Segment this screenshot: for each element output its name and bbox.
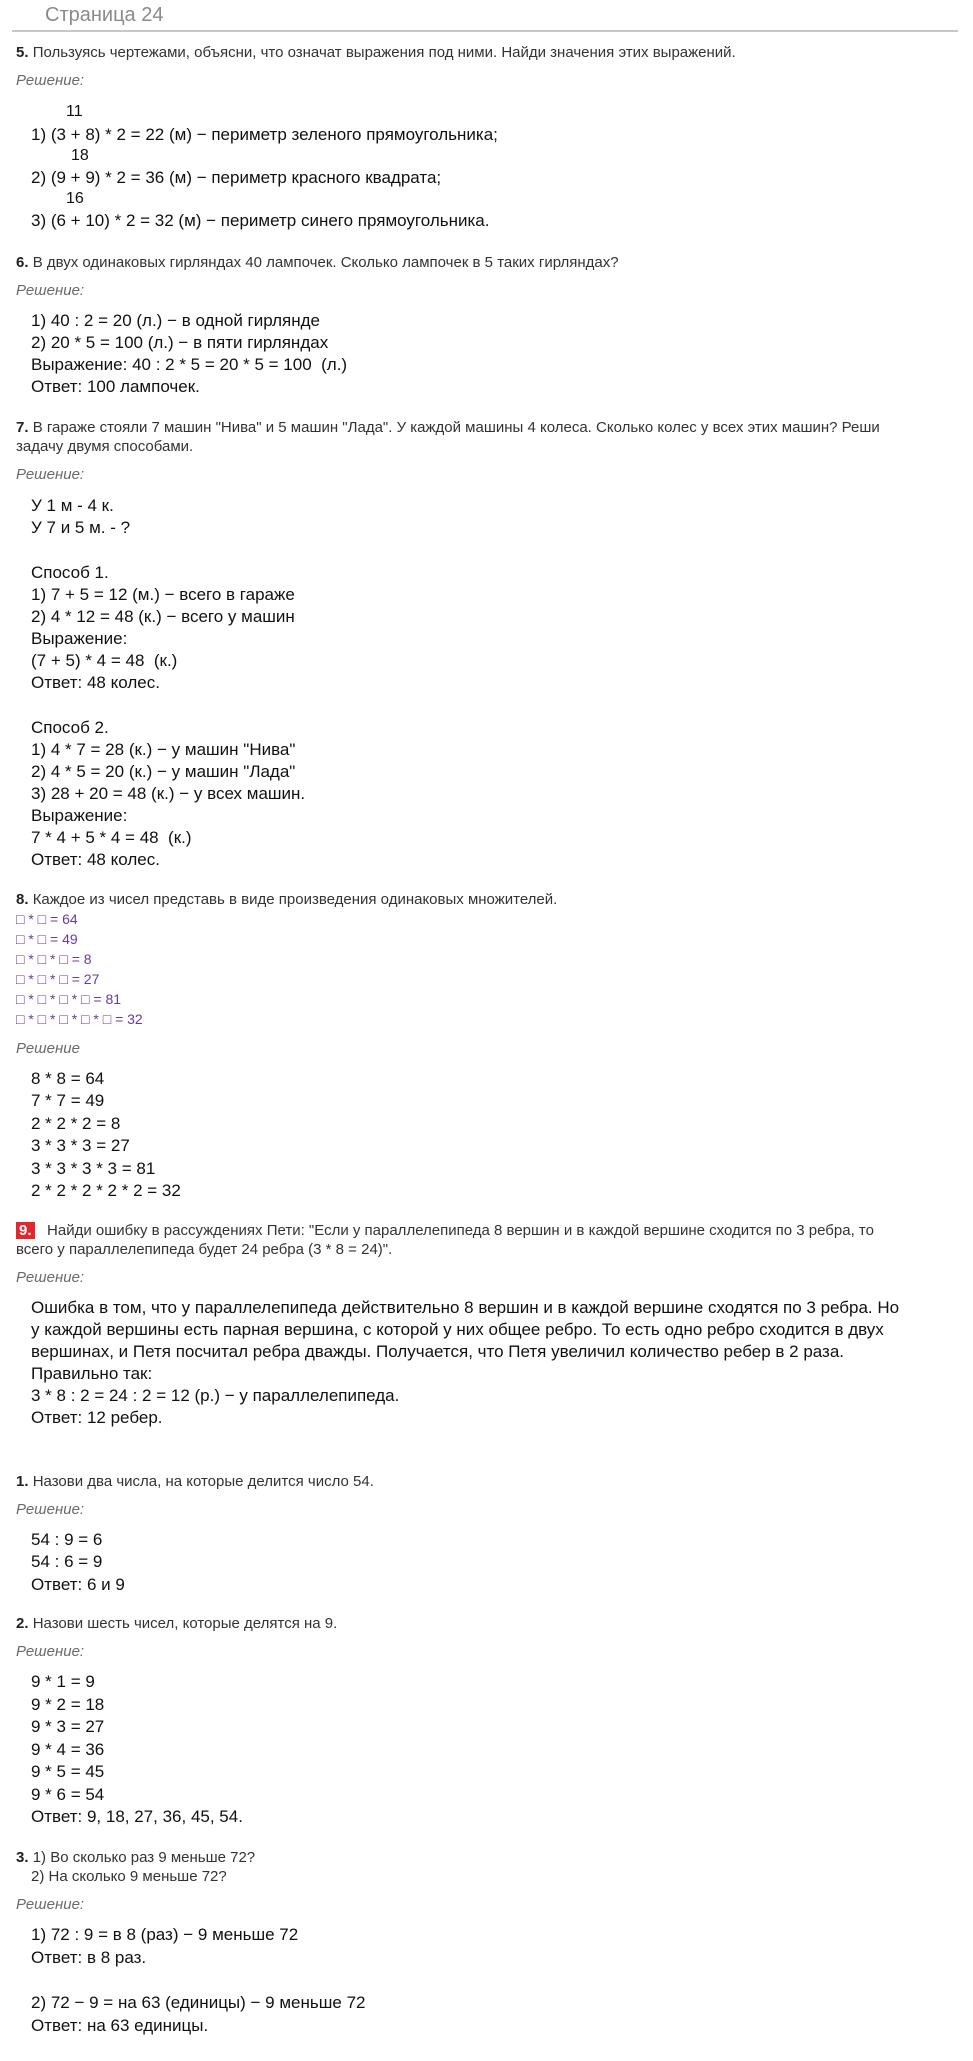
square-expression: □ * □ * □ = 8 (16, 951, 92, 967)
square-expression: □ * □ * □ * □ = 81 (16, 991, 122, 1007)
solution-line: Способ 1. (31, 563, 109, 582)
solution-line: У 7 и 5 м. - ? (31, 518, 131, 537)
solution-line: У 1 м - 4 к. (31, 496, 114, 515)
task-1-text: 1. Назови два числа, на которые делится число 54. (16, 1473, 374, 1490)
solution-paragraph-line: вершинах, и Петя посчитал ребра дважды. Получается, что Петя увеличил количество ребер в 2 раза. (31, 1342, 845, 1361)
solution-line: Ответ: 48 колес. (31, 673, 160, 692)
solution-line: 1) 4 * 7 = 28 (к.) − у машин "Нива" (31, 740, 296, 759)
task-7-text: 7. В гараже стояли 7 машин "Нива" и 5 машин "Лада". У каждой машины 4 колеса. Сколько колес у всех этих машин? Реши (16, 419, 880, 436)
square-expression: □ * □ = 49 (16, 931, 78, 947)
solution-line: (7 + 5) * 4 = 48 (к.) (31, 651, 178, 670)
solution-line: 1) 40 : 2 = 20 (л.) − в одной гирлянде (31, 311, 320, 330)
solution-line: Выражение: (31, 629, 128, 648)
solution-label: Решение: (16, 1896, 85, 1913)
solution-label: Решение: (16, 1643, 85, 1660)
solution-paragraph-line: 3 * 8 : 2 = 24 : 2 = 12 (р.) − у параллелепипеда. (31, 1386, 400, 1405)
solution-line: Ответ: 9, 18, 27, 36, 45, 54. (31, 1807, 243, 1826)
solution-label: Решение: (16, 72, 85, 89)
solution-label: Решение: (16, 1269, 85, 1286)
solution-line: 54 : 6 = 9 (31, 1552, 103, 1571)
solution-line: 1) (3 + 8) * 2 = 22 (м) − периметр зеленого прямоугольника; (31, 125, 498, 144)
square-expression: □ * □ = 64 (16, 911, 78, 927)
task-3-text-cont: 2) На сколько 9 меньше 72? (31, 1868, 227, 1885)
solution-paragraph-line: Ошибка в том, что у параллелепипеда действительно 8 вершин и в каждой вершине сходятся по 3 ребра. Но (31, 1298, 900, 1317)
solution-line: 54 : 9 = 6 (31, 1530, 103, 1549)
over-number: 18 (71, 147, 89, 164)
solution-line: 2) 72 − 9 = на 63 (единицы) − 9 меньше 72 (31, 1993, 366, 2012)
solution-line: 3) (6 + 10) * 2 = 32 (м) − периметр синего прямоугольника. (31, 211, 490, 230)
square-expression: □ * □ * □ = 27 (16, 971, 100, 987)
solution-line: 3 * 3 * 3 * 3 = 81 (31, 1159, 156, 1178)
solution-line: 2) 4 * 5 = 20 (к.) − у машин "Лада" (31, 762, 296, 781)
solution-label: Решение: (16, 1501, 85, 1518)
solution-line: 2) 4 * 12 = 48 (к.) − всего у машин (31, 607, 295, 626)
solution-line: 1) 7 + 5 = 12 (м.) − всего в гараже (31, 585, 295, 604)
solution-line: Способ 2. (31, 718, 109, 737)
page-header (12, 0, 958, 32)
solution-line: Выражение: 40 : 2 * 5 = 20 * 5 = 100 (л.) (31, 355, 348, 374)
solution-line: Ответ: на 63 единицы. (31, 2016, 209, 2035)
over-number: 11 (66, 103, 83, 120)
solution-paragraph-line: Ответ: 12 ребер. (31, 1408, 163, 1427)
solution-line: Ответ: 100 лампочек. (31, 377, 200, 396)
solution-line: 2) (9 + 9) * 2 = 36 (м) − периметр красного квадрата; (31, 168, 442, 187)
solution-line: 9 * 4 = 36 (31, 1740, 105, 1759)
solution-line: 9 * 6 = 54 (31, 1785, 105, 1804)
solution-line: 3) 28 + 20 = 48 (к.) − у всех машин. (31, 784, 306, 803)
solution-line: Ответ: 6 и 9 (31, 1575, 125, 1594)
solution-line: 2 * 2 * 2 = 8 (31, 1114, 121, 1133)
task-5-text: 5. Пользуясь чертежами, объясни, что означат выражения под ними. Найди значения этих выражений. (16, 44, 736, 61)
solution-label: Решение: (16, 282, 85, 299)
solution-label: Решение: (16, 466, 85, 483)
task-8-text: 8. Каждое из чисел представь в виде произведения одинаковых множителей. (16, 891, 558, 908)
over-number: 16 (66, 190, 84, 207)
solution-line: Ответ: в 8 раз. (31, 1948, 147, 1967)
square-expression: □ * □ * □ * □ * □ = 32 (16, 1011, 143, 1027)
solution-paragraph-line: Правильно так: (31, 1364, 153, 1383)
task-7-text-cont: задачу двумя способами. (16, 438, 194, 455)
task-9-text: 9. Найди ошибку в рассуждениях Пети: "Если у параллелепипеда 8 вершин и в каждой вершине сходится по 3 ребра, то (16, 1221, 956, 1241)
solution-line: Выражение: (31, 806, 128, 825)
solution-line: 9 * 2 = 18 (31, 1695, 105, 1714)
solution-line: 9 * 1 = 9 (31, 1672, 95, 1691)
solution-line: 7 * 4 + 5 * 4 = 48 (к.) (31, 828, 192, 847)
task-9-text-cont: всего у параллелепипеда будет 24 ребра (3 * 8 = 24)". (16, 1241, 393, 1258)
solution-line: 9 * 5 = 45 (31, 1762, 105, 1781)
solution-line: 9 * 3 = 27 (31, 1717, 105, 1736)
solution-line: 8 * 8 = 64 (31, 1069, 105, 1088)
solution-paragraph-line: у каждой вершины есть парная вершина, с которой у них общее ребро. То есть одно ребро сходится в двух (31, 1320, 884, 1339)
task-9-number: 9. (16, 1222, 35, 1239)
solution-line: 1) 72 : 9 = в 8 (раз) − 9 меньше 72 (31, 1925, 299, 1944)
solution-line: 7 * 7 = 49 (31, 1091, 105, 1110)
solution-line: 3 * 3 * 3 = 27 (31, 1136, 130, 1155)
task-2-text: 2. Назови шесть чисел, которые делятся на 9. (16, 1615, 338, 1632)
task-6-text: 6. В двух одинаковых гирляндах 40 лампочек. Сколько лампочек в 5 таких гирляндах? (16, 254, 619, 271)
solution-label: Решение (16, 1040, 80, 1057)
solution-line: 2 * 2 * 2 * 2 * 2 = 32 (31, 1181, 181, 1200)
task-3-text: 3. 1) Во сколько раз 9 меньше 72? (16, 1849, 256, 1866)
page-title: Страница 24 (45, 4, 164, 26)
solution-line: Ответ: 48 колес. (31, 850, 160, 869)
solution-line: 2) 20 * 5 = 100 (л.) − в пяти гирляндах (31, 333, 329, 352)
